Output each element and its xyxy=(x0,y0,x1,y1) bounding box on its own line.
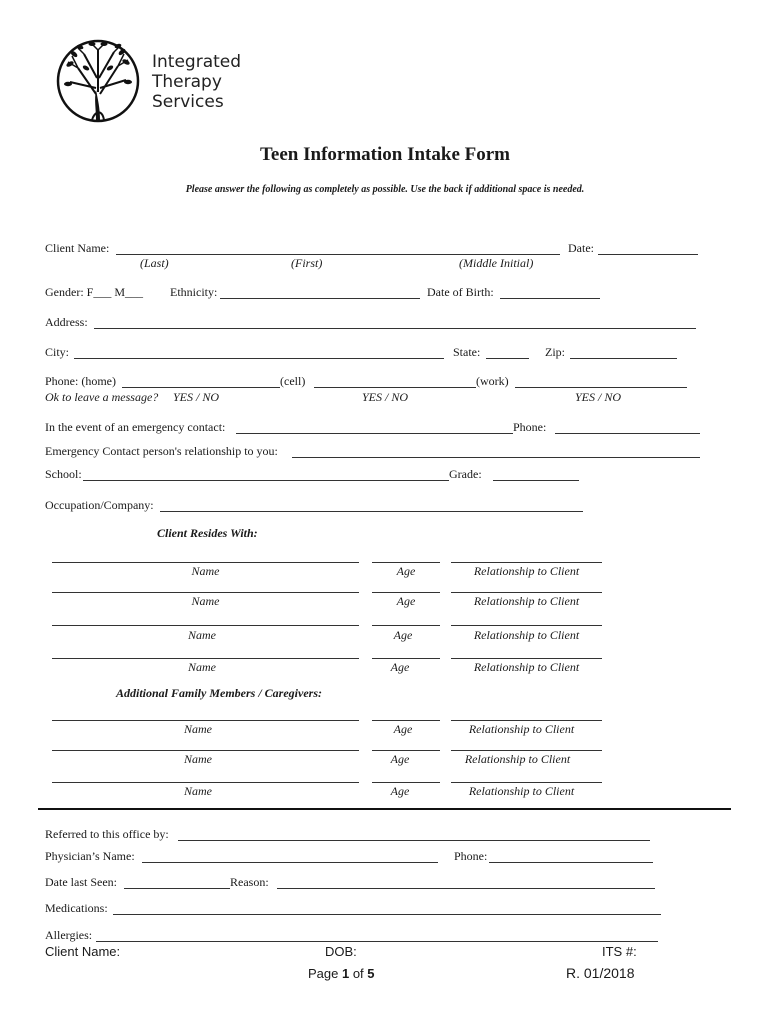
phone-work-label: (work) xyxy=(476,374,509,388)
reason-field[interactable] xyxy=(277,888,655,889)
resides-name-field[interactable] xyxy=(52,562,359,563)
logo-text xyxy=(152,52,241,112)
family-relationship-field[interactable] xyxy=(451,782,602,783)
ethnicity-field[interactable] xyxy=(220,298,420,299)
revision-code: R. 01/2018 xyxy=(566,965,635,981)
address-label: Address: xyxy=(45,315,88,329)
school-field[interactable] xyxy=(83,480,449,481)
resides-relationship-field[interactable] xyxy=(451,625,602,626)
work-message-yes-no[interactable]: YES / NO xyxy=(575,390,622,404)
occupation-field[interactable] xyxy=(160,511,583,512)
logo-line-1: Integrated xyxy=(152,52,242,72)
physician-name-label: Physician’s Name: xyxy=(45,849,135,863)
name-caption: Name xyxy=(184,722,212,736)
resides-relationship-field[interactable] xyxy=(451,562,602,563)
reason-label: Reason: xyxy=(230,875,269,889)
name-caption: Name xyxy=(188,628,216,642)
relationship-caption: Relationship to Client xyxy=(473,628,580,642)
page-current: 1 xyxy=(341,966,350,981)
logo xyxy=(56,38,140,124)
resides-name-field[interactable] xyxy=(52,592,359,593)
footer-dob: DOB: xyxy=(325,944,357,959)
state-field[interactable] xyxy=(486,358,529,359)
family-relationship-field[interactable] xyxy=(451,750,602,751)
page-prefix: Page xyxy=(308,966,342,981)
page-indicator xyxy=(308,966,375,981)
relationship-caption: Relationship to Client xyxy=(468,722,575,736)
page-total: 5 xyxy=(367,966,375,981)
emergency-phone-field[interactable] xyxy=(555,433,700,434)
school-label: School: xyxy=(45,467,82,481)
age-caption: Age xyxy=(390,752,410,766)
allergies-label: Allergies: xyxy=(45,928,93,942)
emergency-phone-label: Phone: xyxy=(513,420,547,434)
family-name-field[interactable] xyxy=(52,782,359,783)
footer-its-number: ITS #: xyxy=(602,944,637,959)
address-field[interactable] xyxy=(94,328,696,329)
last-name-caption: (Last) xyxy=(140,256,169,270)
first-name-caption: (First) xyxy=(291,256,323,270)
family-relationship-field[interactable] xyxy=(451,720,602,721)
relationship-caption: Relationship to Client xyxy=(473,660,580,674)
city-field[interactable] xyxy=(74,358,444,359)
resides-age-field[interactable] xyxy=(372,592,440,593)
section-divider xyxy=(38,808,731,810)
page-of: of xyxy=(349,966,368,981)
cell-message-yes-no[interactable]: YES / NO xyxy=(362,390,409,404)
name-caption: Name xyxy=(191,564,220,578)
resides-age-field[interactable] xyxy=(372,658,440,659)
middle-initial-caption: (Middle Initial) xyxy=(459,256,534,270)
name-caption: Name xyxy=(184,784,212,798)
dob-field[interactable] xyxy=(500,298,600,299)
physician-name-field[interactable] xyxy=(142,862,438,863)
name-caption: Name xyxy=(184,752,212,766)
emergency-relationship-field[interactable] xyxy=(292,457,700,458)
allergies-field[interactable] xyxy=(96,941,658,942)
state-label: State: xyxy=(453,345,481,359)
phone-home-field[interactable] xyxy=(122,387,280,388)
name-caption: Name xyxy=(188,660,216,674)
relationship-caption: Relationship to Client xyxy=(468,784,575,798)
family-age-field[interactable] xyxy=(372,720,440,721)
form-instructions: Please answer the following as completely as possible. Use the back if additional space is needed. xyxy=(185,184,585,195)
medications-label: Medications: xyxy=(45,901,108,915)
age-caption: Age xyxy=(393,628,413,642)
name-caption: Name xyxy=(191,594,220,608)
relationship-caption: Relationship to Client xyxy=(473,564,580,578)
age-caption: Age xyxy=(390,784,410,798)
referred-by-label: Referred to this office by: xyxy=(45,827,169,841)
family-age-field[interactable] xyxy=(372,750,440,751)
additional-family-heading: Additional Family Members / Caregivers: xyxy=(116,686,322,700)
date-label: Date: xyxy=(568,241,594,255)
physician-phone-field[interactable] xyxy=(489,862,653,863)
zip-label: Zip: xyxy=(545,345,565,359)
date-field[interactable] xyxy=(598,254,698,255)
age-caption: Age xyxy=(396,594,416,608)
resides-age-field[interactable] xyxy=(372,625,440,626)
date-last-seen-field[interactable] xyxy=(124,888,230,889)
grade-field[interactable] xyxy=(493,480,579,481)
resides-name-field[interactable] xyxy=(52,625,359,626)
resides-age-field[interactable] xyxy=(372,562,440,563)
grade-label: Grade: xyxy=(449,467,482,481)
client-name-label: Client Name: xyxy=(45,241,110,255)
zip-field[interactable] xyxy=(570,358,677,359)
emergency-contact-field[interactable] xyxy=(236,433,513,434)
footer-client-name: Client Name: xyxy=(45,944,121,959)
medications-field[interactable] xyxy=(113,914,661,915)
relationship-caption: Relationship to Client xyxy=(473,594,580,608)
gender-label: Gender: F___ M___ xyxy=(45,285,143,299)
logo-line-3: Services xyxy=(152,92,224,112)
family-age-field[interactable] xyxy=(372,782,440,783)
occupation-label: Occupation/Company: xyxy=(45,498,154,512)
phone-work-field[interactable] xyxy=(515,387,687,388)
family-name-field[interactable] xyxy=(52,750,359,751)
form-title: Teen Information Intake Form xyxy=(260,144,510,165)
dob-label: Date of Birth: xyxy=(427,285,494,299)
resides-relationship-field[interactable] xyxy=(451,658,602,659)
age-caption: Age xyxy=(396,564,416,578)
tree-logo-icon xyxy=(56,38,140,124)
resides-name-field[interactable] xyxy=(52,658,359,659)
date-last-seen-label: Date last Seen: xyxy=(45,875,117,889)
emergency-contact-label: In the event of an emergency contact: xyxy=(45,420,226,434)
physician-phone-label: Phone: xyxy=(454,849,488,863)
phone-cell-label: (cell) xyxy=(280,374,306,388)
phone-home-label: Phone: (home) xyxy=(45,374,116,388)
phone-cell-field[interactable] xyxy=(314,387,476,388)
resides-with-heading: Client Resides With: xyxy=(157,526,258,540)
relationship-caption: Relationship to Client xyxy=(464,752,571,766)
home-message-yes-no[interactable]: YES / NO xyxy=(173,390,220,404)
logo-line-2: Therapy xyxy=(152,72,222,92)
message-question: Ok to leave a message? xyxy=(45,390,159,404)
city-label: City: xyxy=(45,345,70,359)
family-name-field[interactable] xyxy=(52,720,359,721)
referred-by-field[interactable] xyxy=(178,840,650,841)
emergency-relationship-label: Emergency Contact person's relationship to you: xyxy=(45,444,278,458)
client-name-field[interactable] xyxy=(116,254,560,255)
resides-relationship-field[interactable] xyxy=(451,592,602,593)
ethnicity-label: Ethnicity: xyxy=(170,285,218,299)
age-caption: Age xyxy=(393,722,413,736)
age-caption: Age xyxy=(390,660,410,674)
